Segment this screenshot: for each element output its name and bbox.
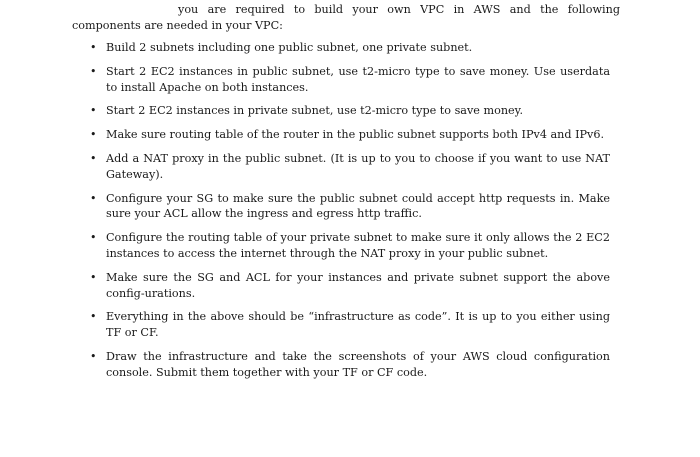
list-item bbox=[90, 127, 610, 143]
list-item bbox=[90, 230, 610, 262]
list-item bbox=[90, 191, 610, 223]
list-item-text: Make sure the SG and ACL for your instances and private subnet support the above config-urations. bbox=[106, 270, 610, 300]
bullet-icon: • bbox=[90, 41, 97, 54]
requirements-list bbox=[90, 40, 610, 389]
list-item-text: Start 2 EC2 instances in public subnet, use t2-micro type to save money. Use userdata to install Apache on both instances. bbox=[106, 64, 610, 94]
list-item-text: Build 2 subnets including one public subnet, one private subnet. bbox=[106, 41, 473, 54]
list-item bbox=[90, 270, 610, 302]
list-item bbox=[90, 40, 610, 56]
bullet-icon: • bbox=[90, 231, 97, 245]
bullet-icon: • bbox=[90, 310, 97, 324]
list-item-text: Configure the routing table of your private subnet to make sure it only allows the 2 EC2 instances to access the internet through the NAT proxy in your public subnet. bbox=[106, 231, 610, 260]
list-item-text: Add a NAT proxy in the public subnet. (It is up to you to choose if you want to use NAT Gateway). bbox=[106, 151, 610, 181]
list-item bbox=[90, 349, 610, 381]
bullet-icon: • bbox=[90, 349, 97, 363]
bullet-icon: • bbox=[90, 270, 97, 284]
list-item-text: Everything in the above should be “infrastructure as code”. It is up to you either using TF or CF. bbox=[106, 310, 610, 340]
list-item-text: Make sure routing table of the router in the public subnet supports both IPv4 and IPv6. bbox=[106, 128, 605, 142]
list-item-text: Configure your SG to make sure the public subnet could accept http requests in. Make sure your ACL allow the ingress and egress http traffic. bbox=[106, 191, 610, 221]
bullet-icon: • bbox=[90, 191, 97, 205]
intro-paragraph: you are required to build your own VPC in AWS and the following components are needed in your VPC: bbox=[72, 3, 620, 32]
list-item bbox=[90, 103, 610, 119]
bullet-icon: • bbox=[90, 64, 97, 78]
bullet-icon: • bbox=[90, 151, 97, 165]
list-item-text: Draw the infrastructure and take the screenshots of your AWS cloud configuration console. Submit them together with your TF or CF code. bbox=[106, 349, 610, 379]
list-item bbox=[90, 151, 610, 183]
list-item-text: Start 2 EC2 instances in private subnet, use t2-micro type to save money. bbox=[106, 104, 524, 118]
list-item bbox=[90, 309, 610, 341]
bullet-icon: • bbox=[90, 104, 97, 118]
bullet-icon: • bbox=[90, 128, 97, 142]
list-item bbox=[90, 64, 610, 96]
